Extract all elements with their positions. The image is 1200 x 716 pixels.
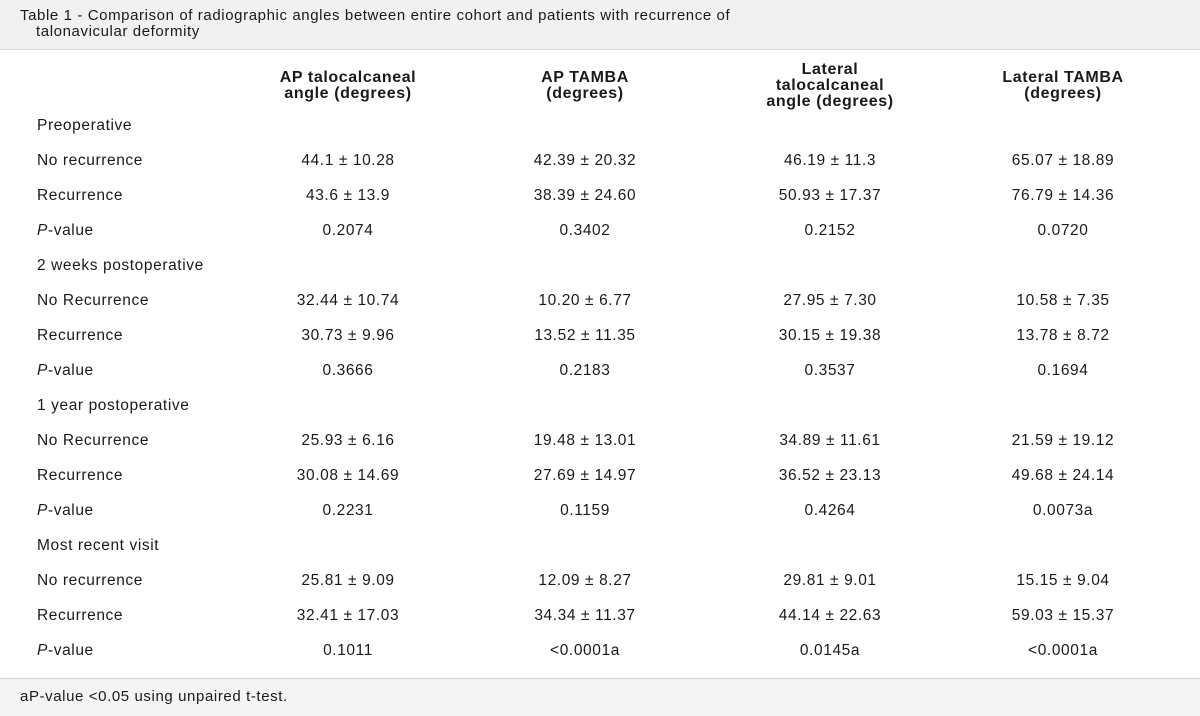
header-line: talocalcaneal [775,77,885,94]
header-line: AP talocalcaneal [279,69,417,86]
header-line: angle (degrees) [766,93,894,110]
row-label-italic: P [37,502,48,519]
table-cell: 32.41 ± 17.03 [296,607,400,624]
header-line: Lateral TAMBA [1002,69,1124,86]
table-cell: 50.93 ± 17.37 [778,187,882,204]
table-cell: 0.0145a [799,642,861,659]
table-cell: 0.2074 [322,222,374,239]
column-header-lateral-tamba [950,60,1176,112]
table-cell: 30.73 ± 9.96 [301,327,395,344]
table-cell: 21.59 ± 19.12 [1011,432,1115,449]
header-line: AP TAMBA [541,69,629,86]
table-cell: <0.0001a [550,642,620,659]
table-cell: 30.15 ± 19.38 [778,327,882,344]
table-row [0,221,1200,241]
table-cell: 27.95 ± 7.30 [783,292,877,309]
table-cell: 29.81 ± 9.01 [783,572,877,589]
table-cell: 44.14 ± 22.63 [778,607,882,624]
table-cell: 38.39 ± 24.60 [533,187,637,204]
section-heading-row [0,116,1200,136]
table-cell: 0.1159 [560,502,610,519]
table-cell: <0.0001a [1028,642,1098,659]
section-heading-row [0,256,1200,276]
table-cell: 10.20 ± 6.77 [538,292,632,309]
table-cell: 34.89 ± 11.61 [779,432,881,449]
row-label-text: -value [47,362,94,379]
table-footnote: aP-value <0.05 using unpaired t-test. [0,679,1200,716]
row-label-italic: P [37,362,48,379]
row-label: No Recurrence [37,432,150,449]
table-row [0,186,1200,206]
row-label: No Recurrence [37,292,150,309]
table-cell: 49.68 ± 24.14 [1011,467,1115,484]
table-cell: 0.3537 [804,362,856,379]
table-cell: 30.08 ± 14.69 [296,467,400,484]
table-cell: 15.15 ± 9.04 [1016,572,1110,589]
table-row [0,361,1200,381]
row-label: Recurrence [37,607,124,624]
row-label-italic: P [37,642,48,659]
column-header-lateral-talocalcaneal [710,60,950,112]
table-row [0,501,1200,521]
row-label: No recurrence [37,572,144,589]
table-row [0,291,1200,311]
table-cell: 0.1694 [1037,362,1089,379]
table-caption [0,0,1200,50]
table-cell: 0.3666 [322,362,374,379]
table-cell: 12.09 ± 8.27 [538,572,632,589]
section-heading: Most recent visit [37,537,160,554]
row-label: Recurrence [37,327,124,344]
header-line: (degrees) [1024,85,1102,102]
table-row [0,151,1200,171]
row-label [37,501,94,521]
row-label [37,641,94,661]
table-cell: 43.6 ± 13.9 [305,187,391,204]
column-header-ap-tamba [470,60,700,112]
table-cell: 42.39 ± 20.32 [533,152,637,169]
table-cell: 0.2183 [559,362,611,379]
table-cell: 76.79 ± 14.36 [1011,187,1115,204]
header-line: angle (degrees) [284,85,412,102]
table-cell: 25.81 ± 9.09 [301,572,395,589]
table-cell: 46.19 ± 11.3 [783,152,877,169]
table-cell: 19.48 ± 13.01 [533,432,637,449]
table-cell: 0.3402 [559,222,611,239]
row-label-text: -value [47,642,94,659]
column-header-ap-talocalcaneal [228,60,468,112]
table-row [0,431,1200,451]
header-line: Lateral [801,61,859,78]
row-label-italic: P [37,222,48,239]
caption-line-2: talonavicular deformity [36,23,200,40]
table-cell: 10.58 ± 7.35 [1016,292,1110,309]
table-cell: 34.34 ± 11.37 [534,607,636,624]
table-cell: 59.03 ± 15.37 [1011,607,1115,624]
table-cell: 0.2152 [804,222,856,239]
table-cell: 44.1 ± 10.28 [301,152,395,169]
caption-line-1: Table 1 - Comparison of radiographic angles between entire cohort and patients with recurrence of [20,7,731,24]
row-label [37,221,94,241]
table-row [0,641,1200,661]
row-label-text: -value [47,502,94,519]
table-cell: 0.4264 [804,502,856,519]
table-cell: 0.1011 [323,642,373,659]
row-label: Recurrence [37,187,124,204]
table-row [0,571,1200,591]
section-heading: 2 weeks postoperative [37,257,204,274]
section-heading-row [0,536,1200,556]
table-cell: 25.93 ± 6.16 [301,432,395,449]
table-cell: 0.0720 [1037,222,1089,239]
table-row [0,326,1200,346]
header-line: (degrees) [546,85,624,102]
table-cell: 0.0073a [1032,502,1094,519]
table-cell: 65.07 ± 18.89 [1011,152,1115,169]
section-heading: Preoperative [37,117,133,134]
table-cell: 13.78 ± 8.72 [1016,327,1110,344]
row-label: No recurrence [37,152,144,169]
row-label-text: -value [47,222,94,239]
table-cell: 32.44 ± 10.74 [296,292,400,309]
table-cell: 0.2231 [322,502,374,519]
table-row [0,606,1200,626]
row-label: Recurrence [37,467,124,484]
table-cell: 13.52 ± 11.35 [534,327,636,344]
row-label [37,361,94,381]
table-row [0,466,1200,486]
table-cell: 27.69 ± 14.97 [533,467,637,484]
section-heading-row [0,396,1200,416]
table-cell: 36.52 ± 23.13 [778,467,882,484]
section-heading: 1 year postoperative [37,397,190,414]
